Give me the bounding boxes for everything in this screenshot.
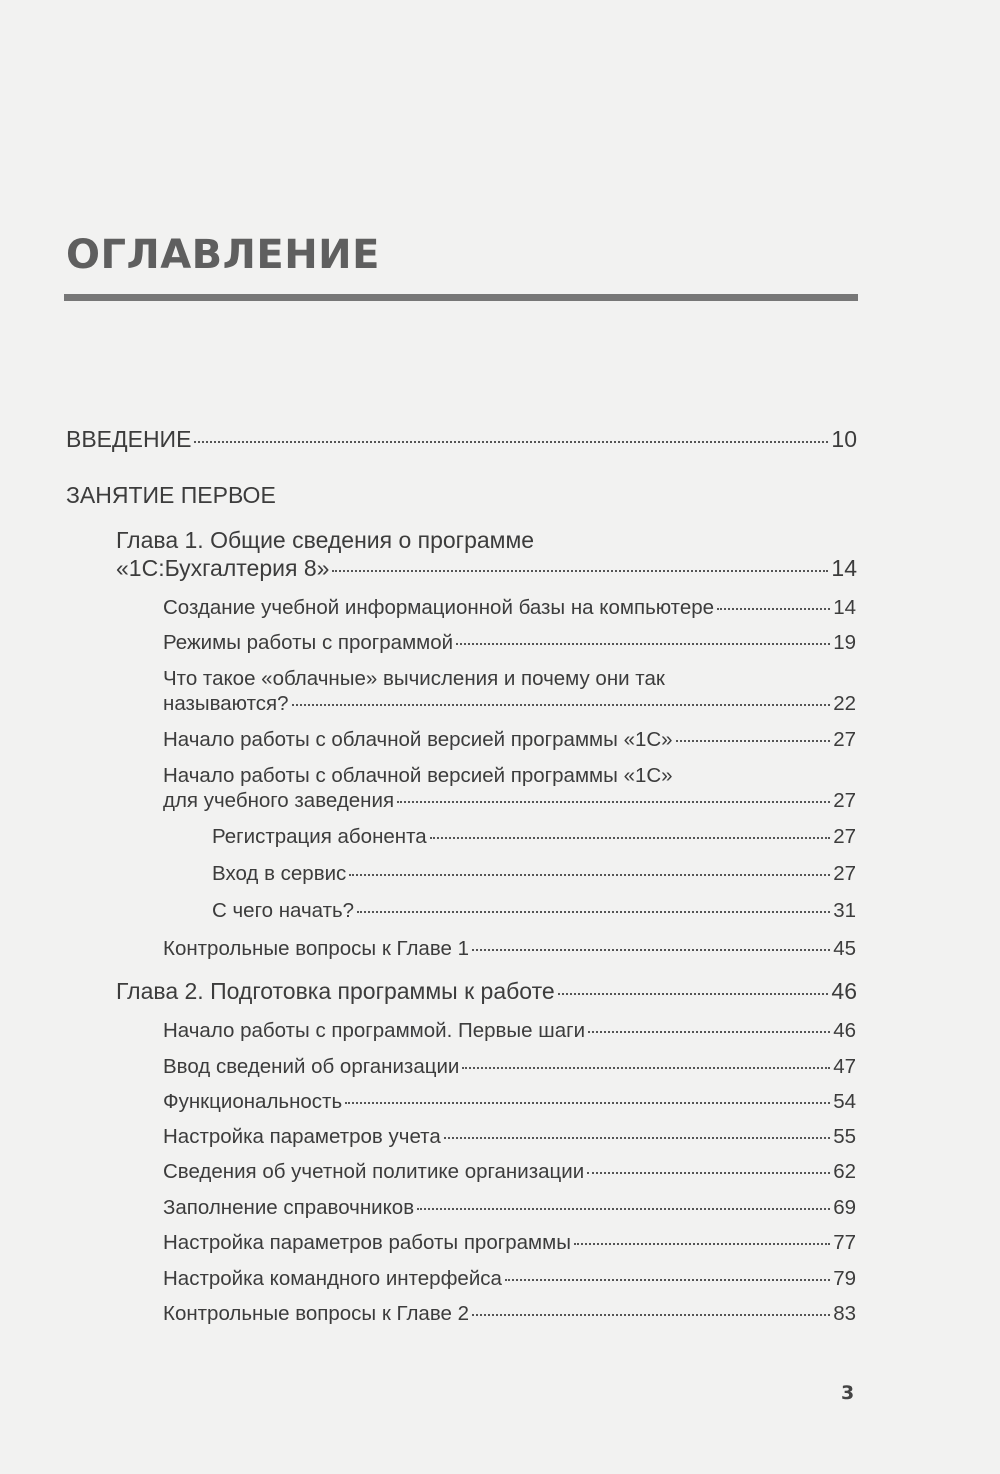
toc-entry-label: Регистрация абонента	[212, 825, 427, 848]
toc-part-heading: ЗАНЯТИЕ ПЕРВОЕ	[66, 482, 276, 508]
toc-entry[interactable]	[163, 1302, 856, 1326]
toc-entry[interactable]	[163, 1019, 856, 1043]
dot-leader	[472, 949, 830, 951]
toc-page-number: 31	[833, 899, 856, 922]
toc-entry[interactable]	[163, 1090, 856, 1114]
toc-entry[interactable]	[163, 631, 856, 655]
dot-leader	[430, 837, 831, 839]
toc-entry[interactable]	[163, 728, 856, 752]
toc-entry-first-line[interactable]: Начало работы с облачной версией программы «1С»	[163, 764, 673, 787]
toc-entry-label: Режимы работы с программой	[163, 631, 454, 654]
toc-page-number: 27	[833, 789, 856, 812]
toc-entry-label: Контрольные вопросы к Главе 1	[163, 937, 469, 960]
toc-entry-introduction[interactable]	[66, 426, 857, 453]
toc-entry[interactable]	[212, 825, 856, 849]
toc-page-number: 79	[833, 1267, 856, 1290]
toc-page-number: 27	[833, 825, 856, 848]
toc-entry-label: «1С:Бухгалтерия 8»	[116, 555, 330, 581]
dot-leader	[332, 570, 828, 572]
dot-leader	[505, 1279, 830, 1281]
toc-page-number: 46	[831, 978, 857, 1004]
toc-page-number: 46	[833, 1019, 856, 1042]
toc-entry[interactable]	[163, 596, 856, 620]
dot-leader	[676, 740, 831, 742]
toc-entry-label: Настройка параметров работы программы	[163, 1231, 571, 1254]
toc-entry-label: Вход в сервис	[212, 862, 347, 885]
toc-page-number: 69	[833, 1196, 856, 1219]
toc-entry[interactable]	[163, 1125, 856, 1149]
toc-entry-label: называются?	[163, 692, 289, 715]
toc-entry-label: Настройка параметров учета	[163, 1125, 441, 1148]
toc-entry-label: Начало работы с облачной версией программы «1С»	[163, 728, 673, 751]
toc-page-number: 27	[833, 862, 856, 885]
toc-entry[interactable]	[163, 1055, 856, 1079]
title-underline	[64, 294, 858, 301]
dot-leader	[357, 911, 830, 913]
toc-page-number: 62	[833, 1160, 856, 1183]
toc-entry-label: Создание учебной информационной базы на компьютере	[163, 596, 715, 619]
toc-page-number: 10	[831, 426, 857, 452]
dot-leader	[417, 1208, 830, 1210]
toc-entry-chapter-1[interactable]	[116, 555, 857, 582]
toc-entry-label: Ввод сведений об организации	[163, 1055, 460, 1078]
dot-leader	[349, 874, 830, 876]
dot-leader	[292, 704, 831, 706]
dot-leader	[462, 1067, 830, 1069]
page-title: ОГЛАВЛЕНИЕ	[66, 232, 380, 278]
toc-entry-label: Функциональность	[163, 1090, 343, 1113]
toc-entry[interactable]	[163, 1196, 856, 1220]
toc-entry[interactable]	[163, 1267, 856, 1291]
toc-page-number: 83	[833, 1302, 856, 1325]
toc-entry-label: С чего начать?	[212, 899, 355, 922]
toc-entry[interactable]	[163, 692, 856, 716]
toc-entry-label: Начало работы с программой. Первые шаги	[163, 1019, 586, 1042]
dot-leader	[345, 1102, 830, 1104]
toc-entry-chapter-2[interactable]	[116, 978, 857, 1005]
toc-chapter-title-line[interactable]: Глава 1. Общие сведения о программе	[116, 527, 535, 553]
toc-entry[interactable]	[163, 1231, 856, 1255]
dot-leader	[456, 643, 830, 645]
toc-page-number: 45	[833, 937, 856, 960]
toc-entry-first-line[interactable]: Что такое «облачные» вычисления и почему они так	[163, 667, 665, 690]
toc-entry-label: Контрольные вопросы к Главе 2	[163, 1302, 469, 1325]
toc-entry-label: Заполнение справочников	[163, 1196, 415, 1219]
dot-leader	[558, 993, 829, 995]
toc-entry[interactable]	[212, 899, 856, 923]
dot-leader	[574, 1243, 830, 1245]
dot-leader	[717, 608, 830, 610]
toc-entry-label: Настройка командного интерфейса	[163, 1267, 502, 1290]
toc-page-number: 55	[833, 1125, 856, 1148]
dot-leader	[587, 1172, 830, 1174]
toc-page-number: 27	[833, 728, 856, 751]
page-number: 3	[841, 1382, 855, 1404]
toc-entry-label: ВВЕДЕНИЕ	[66, 426, 192, 452]
dot-leader	[588, 1031, 830, 1033]
toc-page-number: 77	[833, 1231, 856, 1254]
toc-page-number: 14	[833, 596, 856, 619]
toc-entry[interactable]	[212, 862, 856, 886]
toc-page-number: 19	[833, 631, 856, 654]
toc-entry-label: для учебного заведения	[163, 789, 395, 812]
toc-page-number: 14	[831, 555, 857, 581]
toc-page-number: 22	[833, 692, 856, 715]
toc-entry-label: Глава 2. Подготовка программы к работе	[116, 978, 555, 1004]
toc-page-number: 54	[833, 1090, 856, 1113]
toc-entry-label: Сведения об учетной политике организации	[163, 1160, 585, 1183]
dot-leader	[444, 1137, 830, 1139]
dot-leader	[472, 1314, 830, 1316]
toc-entry[interactable]	[163, 1160, 856, 1184]
dot-leader	[194, 441, 828, 443]
toc-page-number: 47	[833, 1055, 856, 1078]
dot-leader	[397, 801, 830, 803]
toc-entry[interactable]	[163, 789, 856, 813]
toc-entry[interactable]	[163, 937, 856, 961]
